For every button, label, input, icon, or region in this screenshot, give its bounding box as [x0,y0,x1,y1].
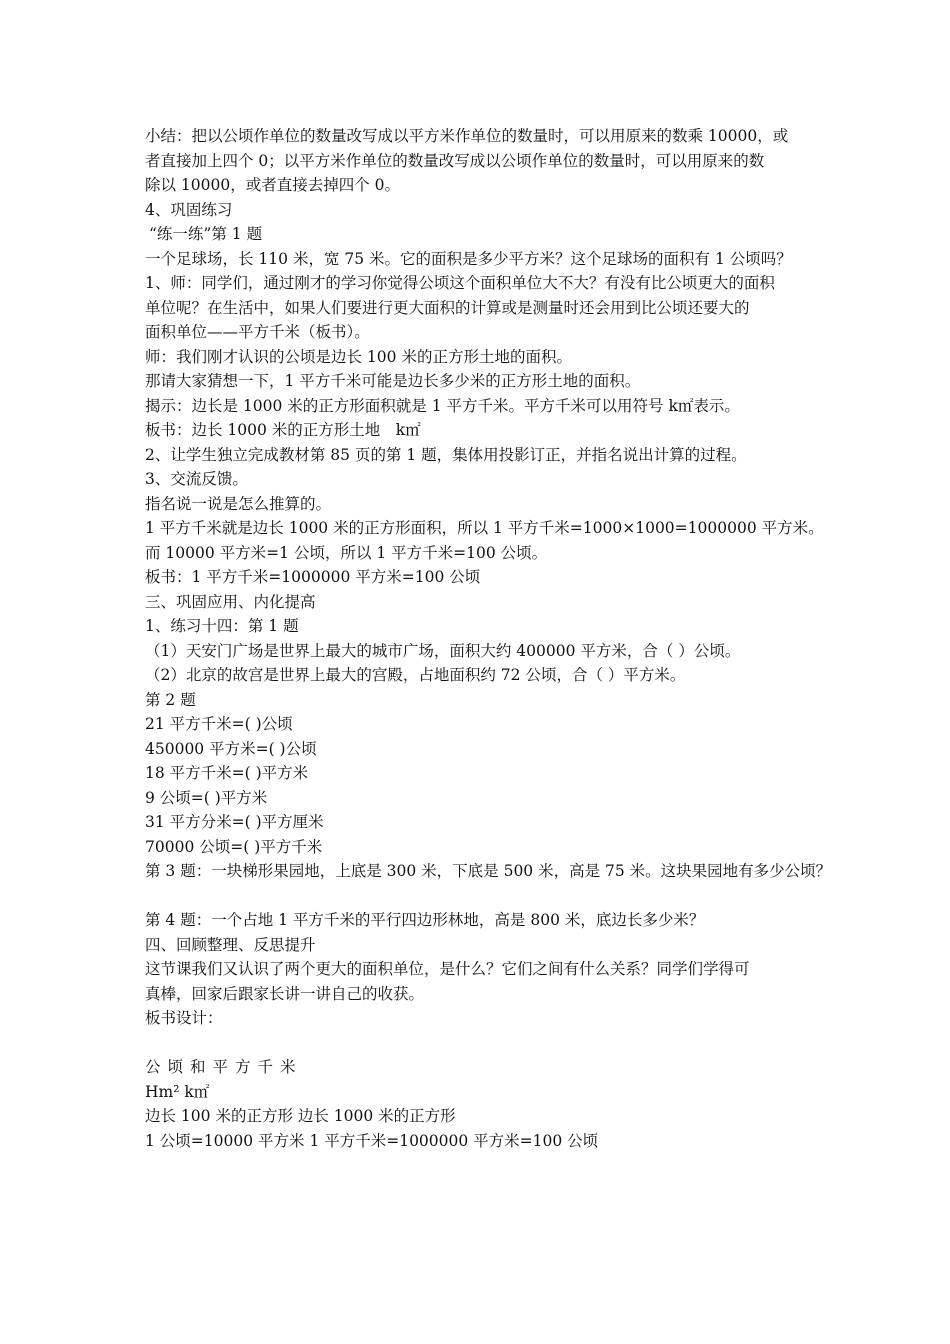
step-2-line: 2、让学生独立完成教材第 85 页的第 1 题，集体用投影订正，并指名说出计算的过程。 [145,445,747,464]
document-page [145,124,832,1153]
section-4-heading: 4、巩固练习 [145,200,233,219]
ask-line: 指名说一说是怎么推算的。 [145,494,332,513]
review-line-2: 真棒，回家后跟家长讲一讲自己的收获。 [145,984,425,1003]
conversion-2: 450000 平方米=( )公顷 [145,739,317,758]
km-intro-line-2: 单位呢？在生活中，如果人们要进行更大面积的计算或是测量时还会用到比公顷还要大的 [145,298,750,317]
board-design-relation: 1 公顷=10000 平方米 1 平方千米=1000000 平方米=100 公顷 [145,1131,599,1150]
exercise-4: 第 4 题：一个占地 1 平方千米的平行四边形林地，高是 800 米，底边长多少米？ [145,911,705,929]
section-3-heading: 三、巩固应用、内化提高 [145,592,316,611]
question-2: （2）北京的故宫是世界上最大的宫殿，占地面积约 72 公顷，合（ ）平方米。 [145,666,686,684]
blank-line [145,1031,825,1056]
reveal-line: 揭示：边长是 1000 米的正方形面积就是 1 平方千米。平方千米可以用符号 k㎡表示。 [145,396,740,415]
summary-line-2: 者直接加上四个 0；以平方米作单位的数量改写成以公顷作单位的数量时，可以用原来的数 [145,151,765,170]
board-design-sides: 边长 100 米的正方形 边长 1000 米的正方形 [145,1107,456,1125]
conversion-3: 18 平方千米=( )平方米 [145,764,309,782]
board-design-label: 板书设计： [145,1009,223,1027]
step-3-line: 3、交流反馈。 [145,470,248,488]
board-design-title: 公顷和平方千米 [145,1058,303,1076]
km-intro-line-1: 1、师：同学们，通过刚才的学习你觉得公顷这个面积单位大不大？有没有比公顷更大的面积 [145,274,775,292]
review-heading: 四、回顾整理、反思提升 [145,935,316,954]
conversion-1: 21 平方千米=( )公顷 [145,715,293,733]
exercise-3: 第 3 题：一块梯形果园地，上底是 300 米，下底是 500 米，高是 75 米。这块果园地有多少公顷？ [145,862,832,880]
summary-line-3: 除以 10000，或者直接去掉四个 0。 [145,176,401,194]
blank-line [145,884,825,909]
board-line: 板书：边长 1000 米的正方形土地 k㎡ [145,421,421,439]
km-intro-line-3: 面积单位——平方千米（板书）。 [145,323,370,341]
conversion-5: 31 平方分米=( )平方厘米 [145,813,324,831]
teacher-line: 师：我们刚才认识的公顷是边长 100 米的正方形土地的面积。 [145,347,572,366]
guess-line: 那请大家猜想一下，1 平方千米可能是边长多少米的正方形土地的面积。 [145,372,641,390]
exercise-title: 1、练习十四：第 1 题 [145,617,299,635]
exercise-2-title: 第 2 题 [145,690,196,709]
summary-line-1: 小结：把以公顷作单位的数量改写成以平方米作单位的数量时，可以用原来的数乘 10000，或 [145,127,789,145]
practice-title: “练一练”第 1 题 [149,225,263,243]
review-line-1: 这节课我们又认识了两个更大的面积单位，是什么？它们之间有什么关系？同学们学得可 [145,960,750,978]
calc-line-1: 1 平方千米就是边长 1000 米的正方形面积，所以 1 平方千米=1000×1000=1000000 平方米。 [145,519,824,537]
conversion-4: 9 公顷=( )平方米 [145,788,268,807]
question-1: （1）天安门广场是世界上最大的城市广场，面积大约 400000 平方米，合（ ）公顷。 [145,641,741,660]
calc-line-2: 而 10000 平方米=1 公顷，所以 1 平方千米=100 公顷。 [145,543,548,562]
conversion-6: 70000 公顷=( )平方千米 [145,837,323,856]
board-line-2: 板书：1 平方千米=1000000 平方米=100 公顷 [145,568,481,586]
practice-question: 一个足球场，长 110 米，宽 75 米。它的面积是多少平方米？这个足球场的面积有 1 公顷吗？ [145,249,792,268]
board-design-units: Hm² k㎡ [145,1082,210,1101]
